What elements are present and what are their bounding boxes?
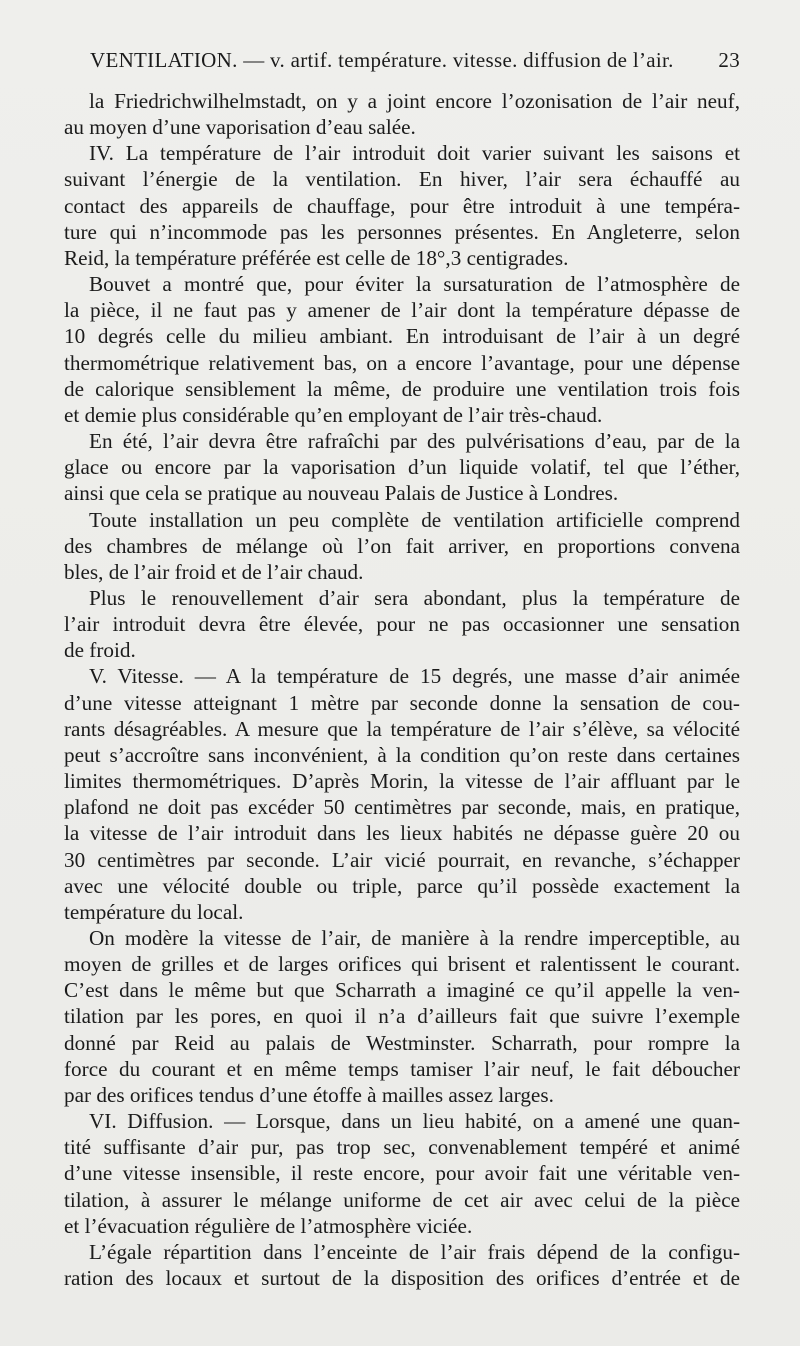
text-line: peut s’accroître sans inconvénient, à la condition qu’on reste dans certaines	[64, 742, 740, 767]
text-line: tilation, à assurer le mélange uniforme de cet air avec celui de la pièce	[64, 1187, 740, 1212]
text-line: Bouvet a montré que, pour éviter la sursaturation de l’atmosphère de	[89, 272, 740, 297]
text-line: tilation par les pores, en quoi il n’a d’ailleurs fait que suivre l’exemple	[64, 1004, 740, 1029]
text-line: d’une vitesse insensible, il reste encore, pour avoir fait une véritable ven-	[64, 1161, 740, 1186]
text-line: En été, l’air devra être rafraîchi par des pulvérisations d’eau, par de la	[89, 429, 740, 454]
text-line: donné par Reid au palais de Westminster. Scharrath, pour rompre la	[64, 1030, 740, 1055]
text-line: ainsi que cela se pratique au nouveau Palais de Justice à Londres.	[64, 481, 619, 506]
text-line: ration des locaux et surtout de la disposition des orifices d’entrée et de	[64, 1266, 740, 1291]
text-line: 10 degrés celle du milieu ambiant. En introduisant de l’air à un degré	[64, 324, 740, 349]
text-line: bles, de l’air froid et de l’air chaud.	[64, 559, 364, 584]
text-line: Toute installation un peu complète de ventilation artificielle comprend	[89, 507, 740, 532]
text-line: L’égale répartition dans l’enceinte de l’air frais dépend de la configu-	[89, 1239, 740, 1264]
body-text	[64, 88, 740, 1291]
text-line: limites thermométriques. D’après Morin, la vitesse de l’air affluant par le	[64, 769, 740, 794]
text-line: et l’évacuation régulière de l’atmosphère viciée.	[64, 1213, 473, 1238]
text-line: par des orifices tendus d’une étoffe à mailles assez larges.	[64, 1082, 554, 1107]
page-number: 23	[718, 48, 740, 72]
text-line: rants désagréables. A mesure que la température de l’air s’élève, sa vélocité	[64, 716, 740, 741]
text-line: au moyen d’une vaporisation d’eau salée.	[64, 115, 416, 140]
text-line: 30 centimètres par seconde. L’air vicié pourrait, en revanche, s’échapper	[64, 847, 740, 872]
running-title: VENTILATION. — v. artif. température. vitesse. diffusion de l’air.	[90, 48, 674, 72]
text-line: température du local.	[64, 899, 244, 924]
text-line: de calorique sensiblement la même, de produire une ventilation trois fois	[64, 376, 740, 401]
text-line: VI. Diffusion. — Lorsque, dans un lieu habité, on a amené une quan-	[89, 1109, 740, 1134]
text-line: C’est dans le même but que Scharrath a imaginé ce qu’il appelle la ven-	[64, 978, 740, 1003]
text-line: des chambres de mélange où l’on fait arriver, en proportions convena	[64, 533, 740, 558]
text-line: force du courant et en même temps tamiser l’air neuf, le fait déboucher	[64, 1056, 740, 1081]
text-line: Reid, la température préférée est celle de 18°,3 centigrades.	[64, 245, 569, 270]
text-line: glace ou encore par la vaporisation d’un liquide volatif, tel que l’éther,	[64, 455, 740, 480]
text-line: avec une vélocité double ou triple, parce qu’il possède exactement la	[64, 873, 740, 898]
text-line: la pièce, il ne faut pas y amener de l’air dont la température dépasse de	[64, 298, 740, 323]
text-line: Plus le renouvellement d’air sera abondant, plus la température de	[89, 585, 740, 610]
text-line: V. Vitesse. — A la température de 15 degrés, une masse d’air animée	[89, 664, 740, 689]
text-line: moyen de grilles et de larges orifices qui brisent et ralentissent le courant.	[64, 952, 740, 977]
text-line: l’air introduit devra être élevée, pour ne pas occasionner une sensation	[64, 612, 740, 637]
running-header	[90, 48, 740, 78]
text-line: et demie plus considérable qu’en employant de l’air très-chaud.	[64, 402, 603, 427]
text-line: thermométrique relativement bas, on a encore l’avantage, pour une dépense	[64, 350, 740, 375]
text-line: d’une vitesse atteignant 1 mètre par seconde donne la sensation de cou-	[64, 690, 740, 715]
text-line: plafond ne doit pas excéder 50 centimètres par seconde, mais, en pratique,	[64, 795, 740, 820]
text-line: contact des appareils de chauffage, pour être introduit à une tempéra-	[64, 193, 740, 218]
text-line: tité suffisante d’air pur, pas trop sec, convenablement tempéré et animé	[64, 1135, 740, 1160]
text-line: suivant l’énergie de la ventilation. En hiver, l’air sera échauffé au	[64, 167, 740, 192]
text-line: la Friedrichwilhelmstadt, on y a joint encore l’ozonisation de l’air neuf,	[89, 89, 740, 113]
text-line: IV. La température de l’air introduit doit varier suivant les saisons et	[89, 141, 740, 166]
text-line: On modère la vitesse de l’air, de manière à la rendre imperceptible, au	[89, 926, 740, 950]
text-line: de froid.	[64, 638, 136, 663]
text-line: ture qui n’incommode pas les personnes présentes. En Angleterre, selon	[64, 219, 740, 244]
text-line: la vitesse de l’air introduit dans les lieux habités ne dépasse guère 20 ou	[64, 821, 740, 846]
